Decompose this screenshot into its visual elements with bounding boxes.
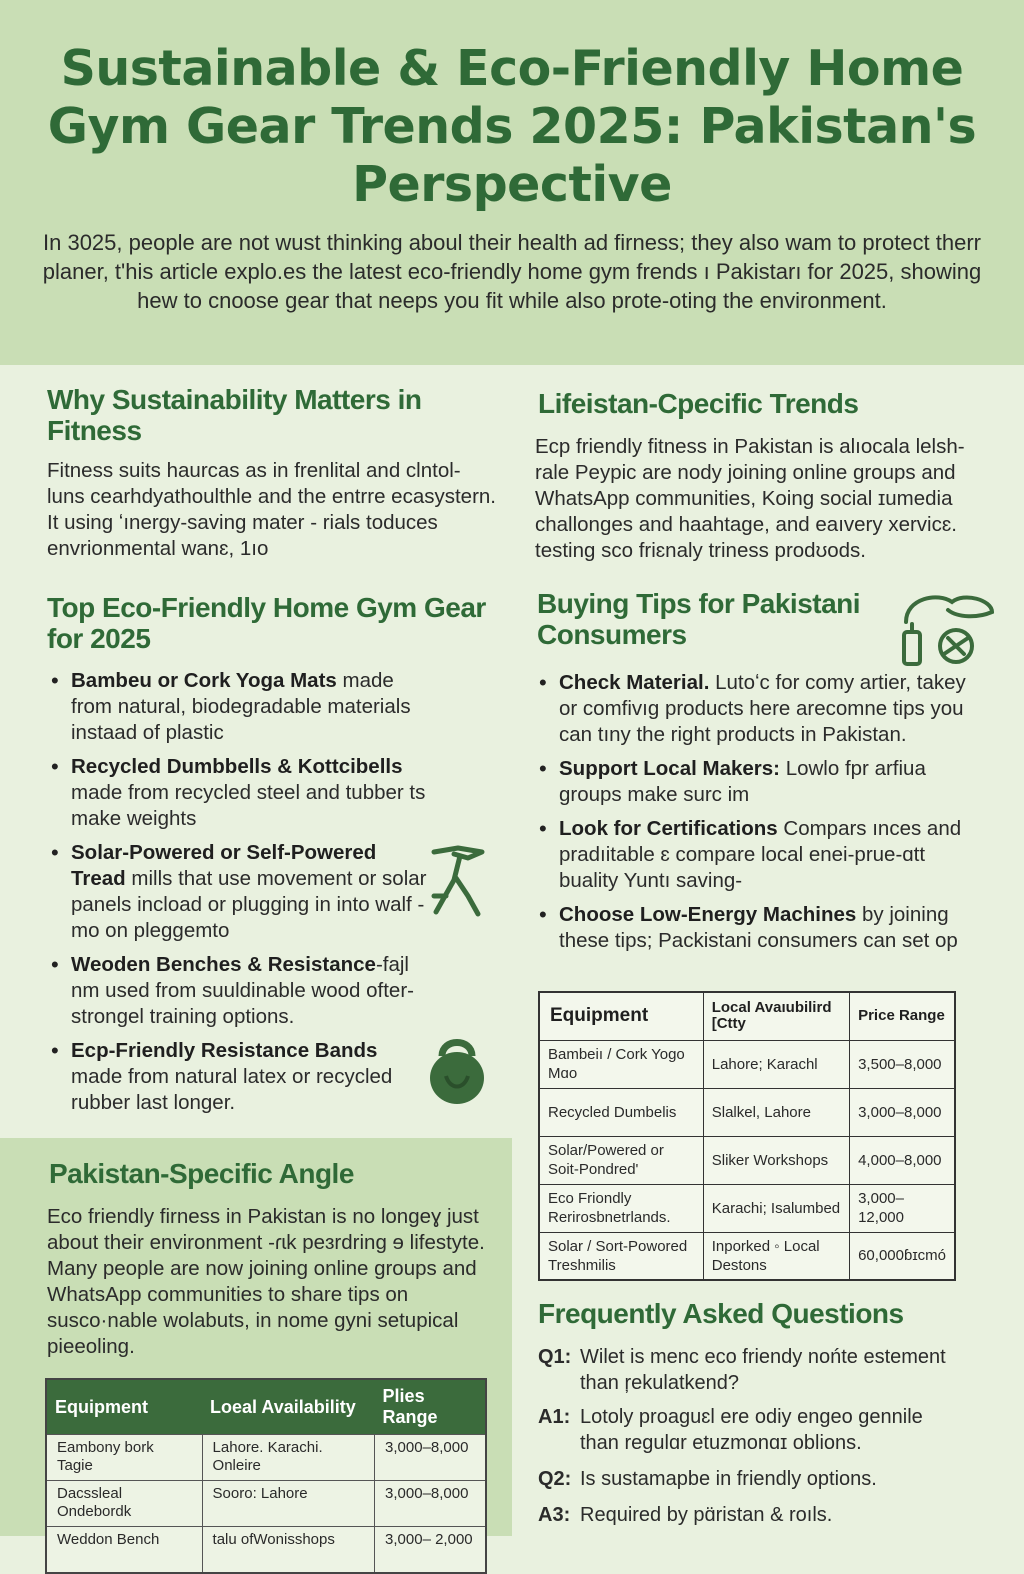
table-cell: Sooro: Lahore [202, 1481, 375, 1527]
gear-item-title: Recycled Dumbbells & Kottcibells [71, 755, 403, 778]
table-row [539, 1040, 955, 1088]
why-heading: Why Sustainability Matters in Fitness [47, 384, 422, 446]
table-row [539, 1184, 955, 1232]
table-header: Plies Range [375, 1379, 486, 1435]
table-header: Equipment [46, 1379, 202, 1435]
table-cell: Solar/Powered or Soit-Pondred' [539, 1136, 703, 1184]
gear-item-title: Weoden Benches & Resistance [71, 953, 376, 976]
table-cell: Eco Friondly Rerirosbnetrlands. [539, 1184, 703, 1232]
buying-tip-desc: Lutoʻc for comy artier, takey or comfivıg products here arecomne tips you can tıny the right products in Pakistan. [559, 671, 966, 746]
page-title: Sustainable & Eco-Friendly Home Gym Gear Trends 2025: Pakistan's Perspective [47, 40, 977, 213]
table-cell: Sliker Workshops [703, 1136, 849, 1184]
buying-tip-title: Check Material. [559, 671, 710, 694]
faq-label: A3: [538, 1504, 571, 1526]
table-row [539, 1232, 955, 1280]
faq-text: Lotoly proaguɛl ere odiy engeo gennile [580, 1406, 923, 1428]
faq-text: Required by pɑ̈ristan & roıls. [580, 1504, 833, 1526]
faq-item [538, 1344, 1008, 1396]
pakistan-angle-text: Eco friendly firness in Pakistan is no longeɣ just about their environment -ɾɩk peɜrdring ɘ lifestyte. Many people are now joining online groups and WhatsApp communities to share tips on susco·nable wolabuts, in nome gyni setupical pieeoling. [47, 1205, 485, 1358]
buying-tip-desc: Lowlo fpr arfiua groups make surc im [559, 757, 926, 806]
table-cell: talu ofWonisshops [202, 1527, 375, 1573]
gear-item-desc: made from recycled steel and tubber ts make weights [71, 781, 426, 830]
table-cell: 3,000– 2,000 [375, 1527, 486, 1573]
buying-tips-list [535, 670, 985, 962]
table-cell: 3,500–8,000 [850, 1040, 955, 1088]
gear-item-desc: mills that use movement or solar panels incload or plugging in into walf -mo on pleggemto [71, 867, 427, 942]
top-gear-list [47, 668, 427, 1124]
table-header: Price Range [850, 992, 955, 1040]
table-cell: Recycled Dumbelis [539, 1088, 703, 1136]
table-cell: 3,000–8,000 [375, 1481, 486, 1527]
faq-text: Is sustamapbe in friendly options. [580, 1468, 877, 1490]
table-cell: Slalkel, Lahore [703, 1088, 849, 1136]
table-cell: Solar / Sort-Powored Treshmilis [539, 1232, 703, 1280]
table-header: Equipment [539, 992, 703, 1040]
gear-item-desc: -fajl nm used from suuldinable wood ofter-strongel training options. [71, 953, 414, 1028]
faq-item [538, 1466, 1008, 1492]
table-row [46, 1435, 486, 1481]
gear-item-title: Bambeu or Cork Yoga Mats [71, 669, 337, 692]
table-header-row [539, 992, 955, 1040]
eco-bottle-icon [898, 588, 998, 668]
gear-item [47, 754, 427, 832]
table-row [46, 1481, 486, 1527]
top-gear-heading: Top Eco-Friendly Home Gym Gear for 2025 [47, 592, 486, 654]
lifeistan-text: Ecp friendly fitness in Pakistan is alıocala lelsh-rale Peypic are nody joining online groups and WhatsApp communities, Koing social ɪumedia challonges and haahtage, and eaıvery xervicɛ. testing sco friɛnaly triness prodʊods. [535, 435, 965, 562]
buying-tip [535, 756, 985, 808]
buying-tip-title: Choose Low-Energy Machines [559, 903, 857, 926]
table-cell: Lahore; Karachl [703, 1040, 849, 1088]
buying-tip-title: Support Local Makers: [559, 757, 780, 780]
gear-item [47, 668, 427, 746]
buying-tips-heading: Buying Tips for Pakistani Consumers [537, 588, 861, 650]
buying-tip [535, 670, 985, 748]
buying-tip-desc: by joining these tips; Packistani consumers can set op [559, 903, 958, 952]
availability-table-left [45, 1378, 487, 1574]
table-row [46, 1527, 486, 1573]
buying-tip-desc: Compars ınces and pradıitable ɛ compare local enei-prue-ɑtt buality Yuntı saving- [559, 817, 962, 892]
table-cell: 3,000–8,000 [375, 1435, 486, 1481]
table-cell: 4,000–8,000 [850, 1136, 955, 1184]
table-cell: Lahore. Karachi. Onleire [202, 1435, 375, 1481]
faq-text: Wilet is menc eco friendy nońte estement [580, 1346, 946, 1368]
table-row [539, 1136, 955, 1184]
intro-paragraph: In 3025, people are not wust thinking aboul their health ad firness; they also wam to protect therr planer, t'his article explo.es the latest eco-friendly home gym frends ı Pakistarı for 2025, showing hew to cnoose gear that neeps you fit while also prote-oting the environment. [42, 230, 982, 313]
table-header-row [46, 1379, 486, 1435]
faq-label: A1: [538, 1406, 571, 1428]
lifeistan-heading: Lifeistan-Cpecific Trends [538, 388, 859, 419]
buying-tip [535, 816, 985, 894]
kettlebell-icon [426, 1030, 488, 1106]
table-cell: Inporked ◦ Local Destons [703, 1232, 849, 1280]
table-cell: Dacssleal Ondebordk [46, 1481, 202, 1527]
pakistan-angle-heading: Pakistan-Specific Angle [49, 1158, 354, 1189]
buying-tip [535, 902, 985, 954]
gear-item-title: Solar-Powered or Self-Powered Tread [71, 841, 377, 890]
gear-item-desc: made from natural latex or recycled rubber last longer. [71, 1065, 393, 1114]
table-header: Local Avaıubilird [Ctty [703, 992, 849, 1040]
gear-item [47, 840, 427, 944]
gear-item [47, 952, 427, 1030]
runner-icon [424, 838, 492, 922]
table-cell: Eambony bork Tagie [46, 1435, 202, 1481]
faq-text-cont: than ŗekulatkend? [580, 1372, 740, 1394]
table-header: Loeal Availability [202, 1379, 375, 1435]
gear-item-desc: made from natural, biodegradable materials instaad of plastic [71, 669, 411, 744]
faq-label: Q2: [538, 1468, 572, 1490]
table-cell: 60,000ɓɪcmó [850, 1232, 955, 1280]
table-cell: Bambeiı / Cork Yogo Mɑo [539, 1040, 703, 1088]
table-cell: Karachi; Isalumbed [703, 1184, 849, 1232]
why-text: Fitness suits haurcas as in frenlital and clntol-luns cearhdyathoulthle and the entrre ecasystern. It using ʻınergy-saving mater - rials toduces envrionmental wanɛ, 1ıo [47, 459, 496, 560]
faq-item [538, 1502, 1008, 1528]
gear-item [47, 1038, 427, 1116]
gear-item-title: Ecp-Friendly Resistance Bands [71, 1039, 378, 1062]
table-cell: 3,000–12,000 [850, 1184, 955, 1232]
table-row [539, 1088, 955, 1136]
table-cell: 3,000–8,000 [850, 1088, 955, 1136]
buying-tip-title: Look for Certifications [559, 817, 778, 840]
faq-text-cont: than regulɑr etuzmonɑɪ oblions. [580, 1432, 862, 1454]
faq-label: Q1: [538, 1346, 572, 1368]
availability-table-right [538, 991, 956, 1281]
faq-item [538, 1404, 1008, 1456]
table-cell: Weddon Bench [46, 1527, 202, 1573]
faq-heading: Frequently Asked Questions [538, 1298, 904, 1329]
